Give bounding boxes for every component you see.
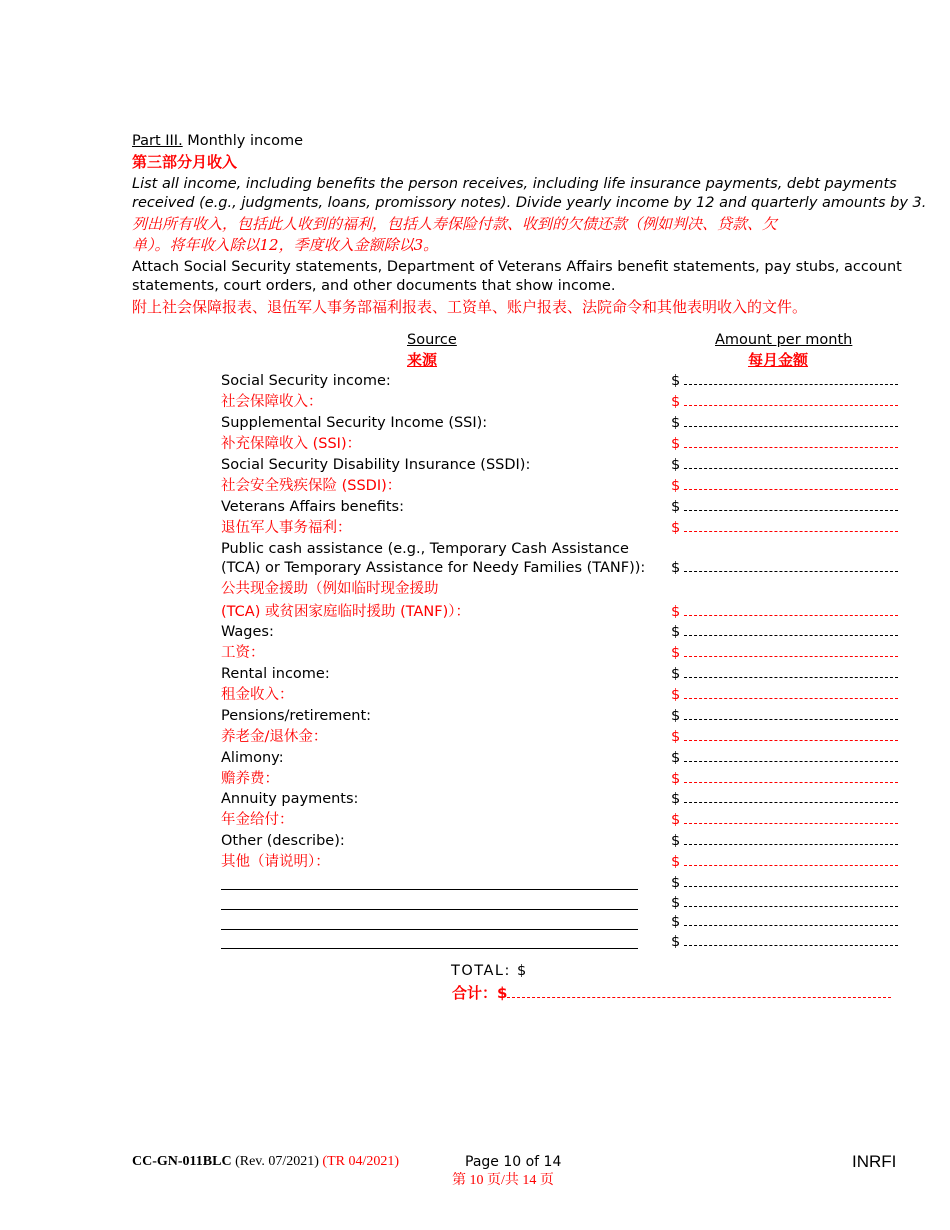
total-label: TOTAL: $ — [451, 963, 528, 979]
income-label-alimony: Alimony: — [221, 750, 284, 766]
amount-field-ssi-zh[interactable] — [671, 435, 898, 453]
income-label-other: Other (describe): — [221, 833, 345, 849]
amount-field-wages-zh[interactable] — [671, 644, 898, 662]
currency-sign: $ — [671, 750, 681, 766]
currency-sign: $ — [671, 499, 681, 515]
other-description-line[interactable] — [221, 889, 638, 890]
column-header-source: Source — [407, 332, 457, 348]
amount-field-ssdi[interactable] — [671, 456, 898, 474]
currency-sign: $ — [671, 771, 681, 787]
attach-en-line1: Attach Social Security statements, Department of Veterans Affairs benefit statements, pay stubs, account — [132, 259, 902, 275]
amount-field-social-security[interactable] — [671, 372, 898, 390]
amount-field-veterans[interactable] — [671, 498, 898, 516]
currency-sign: $ — [671, 729, 681, 745]
column-header-amount-zh: 每月金额 — [748, 351, 809, 369]
section-label: Part III. — [132, 133, 183, 149]
currency-sign: $ — [671, 812, 681, 828]
income-label-social-security-zh: 社会保障收入： — [221, 394, 323, 410]
currency-sign: $ — [671, 604, 681, 620]
currency-sign: $ — [671, 436, 681, 452]
section-title-zh: 第三部分月收入 — [132, 153, 238, 171]
form-code: INRFI — [852, 1152, 897, 1171]
currency-sign: $ — [671, 875, 681, 891]
amount-field-ssdi-zh[interactable] — [671, 477, 898, 495]
section-heading — [132, 132, 303, 150]
currency-sign: $ — [671, 624, 681, 640]
amount-field-public-cash[interactable] — [671, 559, 898, 577]
amount-field-other-zh[interactable] — [671, 853, 898, 871]
income-label-public-cash-line2: (TCA) or Temporary Assistance for Needy Families (TANF)): — [221, 560, 646, 576]
instructions-en-line1: List all income, including benefits the person receives, including life insurance payments, debt payments — [132, 176, 897, 192]
amount-field-pensions-zh[interactable] — [671, 728, 898, 746]
attach-zh: 附上社会保障报表、退伍军人事务部福利报表、工资单、账户报表、法院命令和其他表明收入的文件。 — [132, 298, 808, 316]
currency-sign: $ — [671, 457, 681, 473]
income-label-pensions: Pensions/retirement: — [221, 708, 372, 724]
income-label-veterans: Veterans Affairs benefits: — [221, 499, 404, 515]
income-label-other-zh: 其他（请说明）： — [221, 854, 330, 870]
amount-field-other-4[interactable] — [671, 933, 898, 951]
currency-sign: $ — [671, 373, 681, 389]
form-translation-date: (TR 04/2021) — [318, 1154, 400, 1169]
income-label-pensions-zh: 养老金/退休金： — [221, 729, 328, 745]
amount-field-ssi[interactable] — [671, 414, 898, 432]
income-label-veterans-zh: 退伍军人事务福利： — [221, 520, 352, 536]
amount-field-wages[interactable] — [671, 623, 898, 641]
page-number: Page 10 of 14 — [465, 1154, 562, 1170]
income-label-social-security: Social Security income: — [221, 373, 391, 389]
income-label-ssi: Supplemental Security Income (SSI): — [221, 415, 488, 431]
column-header-amount: Amount per month — [715, 332, 853, 348]
currency-sign: $ — [671, 791, 681, 807]
instructions-zh-line2: 单）。将年收入除以12，季度收入金额除以3。 — [132, 236, 439, 254]
other-description-line[interactable] — [221, 929, 638, 930]
income-label-wages-zh: 工资： — [221, 645, 265, 661]
income-label-annuity-zh: 年金给付： — [221, 812, 294, 828]
section-title: Monthly income — [182, 133, 304, 149]
amount-field-pensions[interactable] — [671, 707, 898, 725]
form-revision: (Rev. 07/2021) — [231, 1154, 319, 1169]
income-label-public-cash-line1: Public cash assistance (e.g., Temporary Cash Assistance — [221, 541, 629, 557]
instructions-zh-line1: 列出所有收入，包括此人收到的福利，包括人寿保险付款、收到的欠债还款（例如判决、贷款、欠 — [132, 215, 778, 233]
attach-en-line2: statements, court orders, and other documents that show income. — [132, 278, 616, 294]
income-label-rental: Rental income: — [221, 666, 330, 682]
amount-field-social-security-zh[interactable] — [671, 393, 898, 411]
page-number-zh: 第 10 页/共 14 页 — [452, 1173, 554, 1188]
income-label-wages: Wages: — [221, 624, 274, 640]
income-label-ssdi: Social Security Disability Insurance (SSDI): — [221, 457, 531, 473]
amount-field-annuity-zh[interactable] — [671, 811, 898, 829]
currency-sign: $ — [671, 520, 681, 536]
currency-sign: $ — [671, 478, 681, 494]
instructions-en-line2: received (e.g., judgments, loans, promissory notes). Divide yearly income by 12 and quarterly amounts by 3. — [132, 195, 927, 211]
currency-sign: $ — [671, 708, 681, 724]
currency-sign: $ — [671, 895, 681, 911]
currency-sign: $ — [671, 394, 681, 410]
other-description-line[interactable] — [221, 948, 638, 949]
currency-sign: $ — [671, 687, 681, 703]
income-label-ssi-zh: 补充保障收入 (SSI)： — [221, 436, 362, 452]
column-header-source-zh: 来源 — [407, 351, 438, 369]
currency-sign: $ — [671, 833, 681, 849]
income-label-public-cash-zh-line2: (TCA) 或贫困家庭临时援助 (TANF)）： — [221, 604, 470, 620]
amount-field-public-cash-zh[interactable] — [671, 603, 898, 621]
income-label-rental-zh: 租金收入： — [221, 687, 294, 703]
currency-sign: $ — [671, 645, 681, 661]
amount-field-veterans-zh[interactable] — [671, 519, 898, 537]
amount-field-rental-zh[interactable] — [671, 686, 898, 704]
amount-field-other-3[interactable] — [671, 913, 898, 931]
currency-sign: $ — [671, 854, 681, 870]
total-field-zh[interactable] — [452, 983, 891, 1003]
form-id: CC-GN-011BLC — [132, 1154, 232, 1169]
amount-field-alimony-zh[interactable] — [671, 770, 898, 788]
currency-sign: $ — [671, 415, 681, 431]
currency-sign: $ — [671, 560, 681, 576]
income-label-public-cash-zh-line1: 公共现金援助（例如临时现金援助 — [221, 581, 439, 597]
income-label-ssdi-zh: 社会安全残疾保险 (SSDI)： — [221, 478, 402, 494]
total-label-zh: 合计：$ — [452, 984, 508, 1002]
currency-sign: $ — [671, 914, 681, 930]
amount-field-other-1[interactable] — [671, 874, 898, 892]
amount-field-rental[interactable] — [671, 665, 898, 683]
amount-field-other[interactable] — [671, 832, 898, 850]
income-label-alimony-zh: 赡养费： — [221, 771, 279, 787]
currency-sign: $ — [671, 666, 681, 682]
form-id-line — [132, 1153, 399, 1171]
other-description-line[interactable] — [221, 909, 638, 910]
amount-field-annuity[interactable] — [671, 790, 898, 808]
amount-field-alimony[interactable] — [671, 749, 898, 767]
income-label-annuity: Annuity payments: — [221, 791, 359, 807]
currency-sign: $ — [671, 934, 681, 950]
amount-field-other-2[interactable] — [671, 894, 898, 912]
